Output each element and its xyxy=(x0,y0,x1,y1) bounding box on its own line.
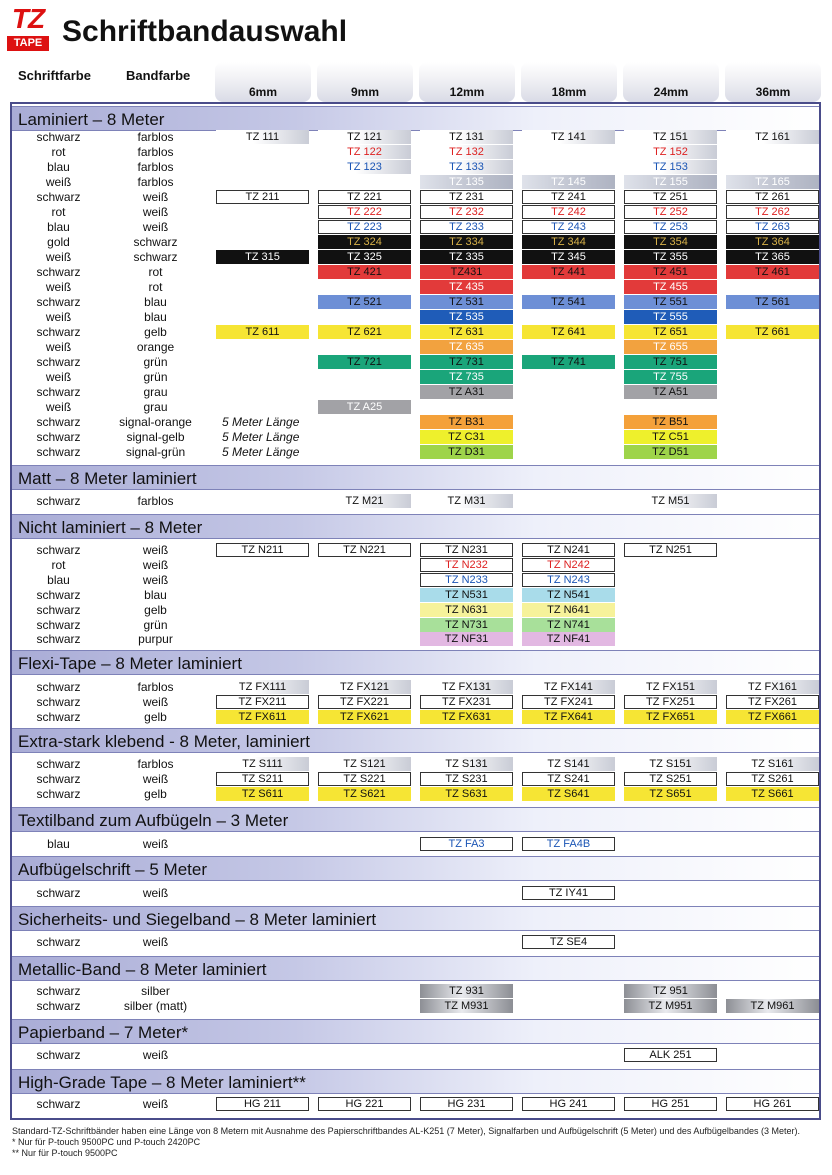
tape-swatch-24mm: TZ 455 xyxy=(624,280,717,294)
tape-swatch-24mm: TZ M51 xyxy=(624,494,717,508)
row-length-note: 5 Meter Länge xyxy=(222,430,300,444)
tape-swatch-18mm: TZ NF41 xyxy=(522,632,615,646)
tape-swatch-18mm: TZ N243 xyxy=(522,573,615,587)
row-schriftfarbe: schwarz xyxy=(36,603,81,617)
row-schriftfarbe: blau xyxy=(47,220,70,234)
tape-swatch-12mm: TZ 435 xyxy=(420,280,513,294)
tape-swatch-12mm: TZ N233 xyxy=(420,573,513,587)
section-header: Papierband – 7 Meter* xyxy=(12,1019,819,1044)
tape-swatch-12mm: TZ N731 xyxy=(420,618,513,632)
row-schriftfarbe: schwarz xyxy=(36,355,81,369)
tape-swatch-9mm: TZ 222 xyxy=(318,205,411,219)
row-schriftfarbe: rot xyxy=(51,145,66,159)
tape-swatch-6mm: TZ 211 xyxy=(216,190,309,204)
tape-swatch-12mm: TZ M31 xyxy=(420,494,513,508)
tape-swatch-9mm: TZ 223 xyxy=(318,220,411,234)
row-bandfarbe: silber xyxy=(141,984,170,998)
tape-swatch-18mm: TZ 344 xyxy=(522,235,615,249)
row-schriftfarbe: schwarz xyxy=(36,757,81,771)
row-schriftfarbe: gold xyxy=(47,235,70,249)
row-bandfarbe: blau xyxy=(144,295,167,309)
tape-swatch-12mm: TZ S131 xyxy=(420,757,513,771)
size-header-24mm: 24mm xyxy=(623,62,719,102)
tape-swatch-12mm: HG 231 xyxy=(420,1097,513,1111)
tape-swatch-24mm: TZ 252 xyxy=(624,205,717,219)
tape-swatch-9mm: TZ S121 xyxy=(318,757,411,771)
tape-swatch-12mm: TZ N631 xyxy=(420,603,513,617)
row-bandfarbe: weiß xyxy=(142,573,169,587)
tape-swatch-9mm: TZ A25 xyxy=(318,400,411,414)
row-schriftfarbe: schwarz xyxy=(36,494,81,508)
row-schriftfarbe: schwarz xyxy=(36,710,81,724)
row-schriftfarbe: schwarz xyxy=(36,632,81,646)
tape-swatch-12mm: TZ S631 xyxy=(420,787,513,801)
section-header: Textilband zum Aufbügeln – 3 Meter xyxy=(12,807,819,832)
tape-swatch-9mm: TZ 324 xyxy=(318,235,411,249)
size-header-6mm: 6mm xyxy=(215,62,311,102)
tape-swatch-18mm: TZ IY41 xyxy=(522,886,615,900)
tape-swatch-24mm: TZ A51 xyxy=(624,385,717,399)
tape-swatch-6mm: TZ S611 xyxy=(216,787,309,801)
tape-swatch-18mm: TZ 641 xyxy=(522,325,615,339)
tape-swatch-24mm: TZ FX651 xyxy=(624,710,717,724)
tape-swatch-36mm: TZ FX161 xyxy=(726,680,819,694)
size-header-12mm: 12mm xyxy=(419,62,515,102)
logo-tape: TAPE xyxy=(7,36,49,51)
section-header: Extra-stark klebend - 8 Meter, laminiert xyxy=(12,728,819,753)
row-schriftfarbe: rot xyxy=(51,205,66,219)
footer-note-single-star: * Nur für P-touch 9500PC und P-touch 2420PC xyxy=(12,1137,201,1147)
size-header-18mm: 18mm xyxy=(521,62,617,102)
row-schriftfarbe: blau xyxy=(47,573,70,587)
row-bandfarbe: rot xyxy=(148,265,163,279)
section-header: Aufbügelschrift – 5 Meter xyxy=(12,856,819,881)
section-header: Sicherheits- und Siegelband – 8 Meter laminiert xyxy=(12,906,819,931)
section-header: Laminiert – 8 Meter xyxy=(12,106,819,131)
row-schriftfarbe: schwarz xyxy=(36,1097,81,1111)
tape-swatch-36mm: TZ S261 xyxy=(726,772,819,786)
tape-swatch-9mm: TZ 123 xyxy=(318,160,411,174)
row-bandfarbe: grau xyxy=(143,400,168,414)
row-bandfarbe: farblos xyxy=(137,494,174,508)
row-bandfarbe: schwarz xyxy=(133,250,178,264)
tape-swatch-18mm: TZ S241 xyxy=(522,772,615,786)
tape-swatch-9mm: TZ 121 xyxy=(318,130,411,144)
tape-swatch-12mm: TZ 232 xyxy=(420,205,513,219)
row-bandfarbe: farblos xyxy=(137,130,174,144)
row-schriftfarbe: weiß xyxy=(45,250,72,264)
tape-swatch-36mm: TZ 661 xyxy=(726,325,819,339)
tape-swatch-6mm: TZ 315 xyxy=(216,250,309,264)
row-bandfarbe: farblos xyxy=(137,160,174,174)
section-header: Metallic-Band – 8 Meter laminiert xyxy=(12,956,819,981)
tape-swatch-36mm: TZ 161 xyxy=(726,130,819,144)
tape-swatch-12mm: TZ D31 xyxy=(420,445,513,459)
row-bandfarbe: schwarz xyxy=(133,235,178,249)
tape-swatch-9mm: TZ N221 xyxy=(318,543,411,557)
tape-swatch-12mm: TZ 731 xyxy=(420,355,513,369)
tape-swatch-24mm: TZ 555 xyxy=(624,310,717,324)
tape-swatch-12mm: TZ 931 xyxy=(420,984,513,998)
tape-swatch-36mm: TZ S661 xyxy=(726,787,819,801)
row-bandfarbe: weiß xyxy=(142,543,169,557)
tape-swatch-24mm: TZ 751 xyxy=(624,355,717,369)
tape-swatch-12mm: TZ 334 xyxy=(420,235,513,249)
row-schriftfarbe: schwarz xyxy=(36,680,81,694)
row-schriftfarbe: schwarz xyxy=(36,984,81,998)
size-header-36mm: 36mm xyxy=(725,62,821,102)
tape-swatch-18mm: TZ 441 xyxy=(522,265,615,279)
tape-swatch-18mm: TZ S141 xyxy=(522,757,615,771)
row-bandfarbe: weiß xyxy=(142,695,169,709)
tape-swatch-9mm: TZ FX121 xyxy=(318,680,411,694)
row-schriftfarbe: schwarz xyxy=(36,772,81,786)
row-schriftfarbe: schwarz xyxy=(36,325,81,339)
tape-swatch-24mm: TZ 153 xyxy=(624,160,717,174)
tape-swatch-36mm: TZ 364 xyxy=(726,235,819,249)
tape-swatch-12mm: TZ FA3 xyxy=(420,837,513,851)
row-bandfarbe: weiß xyxy=(142,1097,169,1111)
row-bandfarbe: blau xyxy=(144,310,167,324)
footer-note-double-star: ** Nur für P-touch 9500PC xyxy=(12,1148,118,1158)
row-bandfarbe: weiß xyxy=(142,558,169,572)
tape-swatch-18mm: TZ 241 xyxy=(522,190,615,204)
row-bandfarbe: grün xyxy=(143,355,168,369)
tape-swatch-18mm: TZ 741 xyxy=(522,355,615,369)
row-bandfarbe: farblos xyxy=(137,757,174,771)
tape-swatch-18mm: TZ 541 xyxy=(522,295,615,309)
row-bandfarbe: gelb xyxy=(144,787,167,801)
header xyxy=(0,0,832,118)
tape-swatch-24mm: TZ 655 xyxy=(624,340,717,354)
row-bandfarbe: silber (matt) xyxy=(123,999,188,1013)
tape-swatch-12mm: TZ 631 xyxy=(420,325,513,339)
tape-swatch-24mm: HG 251 xyxy=(624,1097,717,1111)
tape-swatch-24mm: TZ FX151 xyxy=(624,680,717,694)
tape-swatch-12mm: TZ 531 xyxy=(420,295,513,309)
row-bandfarbe: weiß xyxy=(142,886,169,900)
tape-swatch-12mm: TZ C31 xyxy=(420,430,513,444)
tz-tape-logo xyxy=(5,4,50,54)
tape-swatch-12mm: TZ N531 xyxy=(420,588,513,602)
tape-swatch-24mm: TZ 251 xyxy=(624,190,717,204)
row-schriftfarbe: schwarz xyxy=(36,295,81,309)
tape-swatch-12mm: TZ S231 xyxy=(420,772,513,786)
tape-swatch-18mm: TZ FX141 xyxy=(522,680,615,694)
tape-swatch-9mm: TZ M21 xyxy=(318,494,411,508)
tape-swatch-36mm: TZ M961 xyxy=(726,999,819,1013)
tape-swatch-36mm: TZ S161 xyxy=(726,757,819,771)
section-header: High-Grade Tape – 8 Meter laminiert** xyxy=(12,1069,819,1094)
row-bandfarbe: weiß xyxy=(142,772,169,786)
row-bandfarbe: signal-gelb xyxy=(126,430,185,444)
tape-swatch-9mm: TZ 621 xyxy=(318,325,411,339)
tape-swatch-12mm: TZ FX131 xyxy=(420,680,513,694)
row-schriftfarbe: weiß xyxy=(45,340,72,354)
tape-swatch-12mm: TZ FX231 xyxy=(420,695,513,709)
tape-swatch-24mm: TZ S151 xyxy=(624,757,717,771)
tape-swatch-18mm: TZ 243 xyxy=(522,220,615,234)
tape-swatch-12mm: TZ 535 xyxy=(420,310,513,324)
row-bandfarbe: grün xyxy=(143,618,168,632)
row-bandfarbe: blau xyxy=(144,588,167,602)
row-schriftfarbe: weiß xyxy=(45,175,72,189)
tape-swatch-12mm: TZ 231 xyxy=(420,190,513,204)
tape-swatch-36mm: HG 261 xyxy=(726,1097,819,1111)
tape-swatch-18mm: TZ 345 xyxy=(522,250,615,264)
tape-swatch-24mm: TZ 755 xyxy=(624,370,717,384)
row-schriftfarbe: schwarz xyxy=(36,588,81,602)
section-header: Flexi-Tape – 8 Meter laminiert xyxy=(12,650,819,675)
tape-swatch-24mm: TZ FX251 xyxy=(624,695,717,709)
row-bandfarbe: signal-grün xyxy=(125,445,186,459)
tape-swatch-6mm: TZ 111 xyxy=(216,130,309,144)
row-schriftfarbe: schwarz xyxy=(36,886,81,900)
tape-swatch-6mm: TZ S111 xyxy=(216,757,309,771)
tape-swatch-18mm: TZ N741 xyxy=(522,618,615,632)
row-bandfarbe: rot xyxy=(148,280,163,294)
row-schriftfarbe: blau xyxy=(47,837,70,851)
row-schriftfarbe: schwarz xyxy=(36,265,81,279)
row-schriftfarbe: blau xyxy=(47,160,70,174)
tape-swatch-36mm: TZ 365 xyxy=(726,250,819,264)
tape-swatch-24mm: TZ C51 xyxy=(624,430,717,444)
row-bandfarbe: purpur xyxy=(138,632,173,646)
tape-swatch-9mm: TZ 221 xyxy=(318,190,411,204)
tape-swatch-24mm: TZ S251 xyxy=(624,772,717,786)
row-bandfarbe: farblos xyxy=(137,175,174,189)
tape-swatch-18mm: HG 241 xyxy=(522,1097,615,1111)
tape-swatch-9mm: TZ 421 xyxy=(318,265,411,279)
row-schriftfarbe: schwarz xyxy=(36,385,81,399)
tape-swatch-9mm: TZ FX221 xyxy=(318,695,411,709)
row-bandfarbe: weiß xyxy=(142,837,169,851)
tape-swatch-24mm: TZ S651 xyxy=(624,787,717,801)
tape-swatch-24mm: TZ D51 xyxy=(624,445,717,459)
tape-swatch-24mm: TZ 355 xyxy=(624,250,717,264)
row-bandfarbe: farblos xyxy=(137,680,174,694)
row-schriftfarbe: schwarz xyxy=(36,130,81,144)
tape-swatch-24mm: TZ B51 xyxy=(624,415,717,429)
size-header-9mm: 9mm xyxy=(317,62,413,102)
tape-swatch-36mm: TZ 263 xyxy=(726,220,819,234)
tape-swatch-12mm: TZ 635 xyxy=(420,340,513,354)
tape-swatch-24mm: TZ 155 xyxy=(624,175,717,189)
tape-swatch-12mm: TZ 335 xyxy=(420,250,513,264)
logo-tz: TZ xyxy=(11,3,45,34)
row-schriftfarbe: weiß xyxy=(45,400,72,414)
tape-swatch-12mm: TZ A31 xyxy=(420,385,513,399)
tape-swatch-9mm: TZ 325 xyxy=(318,250,411,264)
tape-swatch-6mm: TZ 611 xyxy=(216,325,309,339)
row-schriftfarbe: schwarz xyxy=(36,190,81,204)
row-schriftfarbe: schwarz xyxy=(36,618,81,632)
row-schriftfarbe: schwarz xyxy=(36,543,81,557)
row-bandfarbe: gelb xyxy=(144,710,167,724)
tape-swatch-6mm: HG 211 xyxy=(216,1097,309,1111)
tape-swatch-12mm: TZ N232 xyxy=(420,558,513,572)
tape-swatch-12mm: TZ 131 xyxy=(420,130,513,144)
footer-note-standard: Standard-TZ-Schriftbänder haben eine Länge von 8 Metern mit Ausnahme des Papierschriftbandes AL-K251 (7 Meter), Signalfarben und Aufbügelschrift (5 Meter) und des Aufbügelbandes (3 Meter). xyxy=(12,1126,800,1136)
row-schriftfarbe: schwarz xyxy=(36,935,81,949)
tape-swatch-12mm: TZ 132 xyxy=(420,145,513,159)
tape-swatch-18mm: TZ N241 xyxy=(522,543,615,557)
row-schriftfarbe: schwarz xyxy=(36,415,81,429)
tape-swatch-24mm: ALK 251 xyxy=(624,1048,717,1062)
tape-swatch-18mm: TZ S641 xyxy=(522,787,615,801)
tape-swatch-12mm: TZ431 xyxy=(420,265,513,279)
tape-swatch-9mm: TZ 122 xyxy=(318,145,411,159)
page-title: Schriftbandauswahl xyxy=(62,15,348,48)
row-schriftfarbe: weiß xyxy=(45,310,72,324)
tape-swatch-12mm: TZ 735 xyxy=(420,370,513,384)
tape-swatch-24mm: TZ 551 xyxy=(624,295,717,309)
tape-swatch-36mm: TZ 561 xyxy=(726,295,819,309)
row-bandfarbe: gelb xyxy=(144,603,167,617)
tape-swatch-24mm: TZ 151 xyxy=(624,130,717,144)
tape-swatch-6mm: TZ S211 xyxy=(216,772,309,786)
tape-swatch-12mm: TZ 133 xyxy=(420,160,513,174)
row-bandfarbe: weiß xyxy=(142,935,169,949)
row-bandfarbe: weiß xyxy=(142,1048,169,1062)
row-schriftfarbe: schwarz xyxy=(36,445,81,459)
tape-swatch-24mm: TZ 354 xyxy=(624,235,717,249)
row-schriftfarbe: rot xyxy=(51,558,66,572)
tape-swatch-18mm: TZ N242 xyxy=(522,558,615,572)
tape-swatch-18mm: TZ 242 xyxy=(522,205,615,219)
tape-swatch-9mm: HG 221 xyxy=(318,1097,411,1111)
tape-swatch-36mm: TZ FX661 xyxy=(726,710,819,724)
tape-swatch-24mm: TZ 152 xyxy=(624,145,717,159)
tape-swatch-18mm: TZ N641 xyxy=(522,603,615,617)
tape-swatch-18mm: TZ FX641 xyxy=(522,710,615,724)
tape-swatch-24mm: TZ M951 xyxy=(624,999,717,1013)
row-schriftfarbe: weiß xyxy=(45,370,72,384)
tape-swatch-36mm: TZ 165 xyxy=(726,175,819,189)
row-bandfarbe: signal-orange xyxy=(119,415,192,429)
tape-swatch-18mm: TZ SE4 xyxy=(522,935,615,949)
tape-swatch-18mm: TZ FA4B xyxy=(522,837,615,851)
tape-swatch-18mm: TZ 141 xyxy=(522,130,615,144)
row-bandfarbe: gelb xyxy=(144,325,167,339)
tape-swatch-24mm: TZ 253 xyxy=(624,220,717,234)
tape-swatch-12mm: TZ NF31 xyxy=(420,632,513,646)
row-schriftfarbe: weiß xyxy=(45,280,72,294)
tape-swatch-9mm: TZ S221 xyxy=(318,772,411,786)
row-length-note: 5 Meter Länge xyxy=(222,445,300,459)
row-bandfarbe: weiß xyxy=(142,190,169,204)
column-header-bandfarbe: Bandfarbe xyxy=(126,68,191,83)
row-bandfarbe: grau xyxy=(143,385,168,399)
tape-swatch-12mm: TZ FX631 xyxy=(420,710,513,724)
tape-swatch-9mm: TZ FX621 xyxy=(318,710,411,724)
tape-swatch-24mm: TZ 951 xyxy=(624,984,717,998)
tape-swatch-18mm: TZ FX241 xyxy=(522,695,615,709)
tape-swatch-6mm: TZ FX111 xyxy=(216,680,309,694)
section-header: Matt – 8 Meter laminiert xyxy=(12,465,819,490)
tape-swatch-18mm: TZ N541 xyxy=(522,588,615,602)
section-header: Nicht laminiert – 8 Meter xyxy=(12,514,819,539)
row-bandfarbe: farblos xyxy=(137,145,174,159)
tape-swatch-36mm: TZ 461 xyxy=(726,265,819,279)
tape-swatch-12mm: TZ 135 xyxy=(420,175,513,189)
footer-notes xyxy=(12,1126,812,1159)
row-length-note: 5 Meter Länge xyxy=(222,415,300,429)
row-schriftfarbe: schwarz xyxy=(36,787,81,801)
row-bandfarbe: grün xyxy=(143,370,168,384)
tape-swatch-9mm: TZ S621 xyxy=(318,787,411,801)
tape-swatch-36mm: TZ 262 xyxy=(726,205,819,219)
tape-swatch-9mm: TZ 521 xyxy=(318,295,411,309)
tape-swatch-6mm: TZ FX611 xyxy=(216,710,309,724)
tape-swatch-12mm: TZ 233 xyxy=(420,220,513,234)
row-schriftfarbe: schwarz xyxy=(36,695,81,709)
tape-swatch-24mm: TZ 451 xyxy=(624,265,717,279)
row-schriftfarbe: schwarz xyxy=(36,430,81,444)
tape-swatch-6mm: TZ FX211 xyxy=(216,695,309,709)
tape-swatch-9mm: TZ 721 xyxy=(318,355,411,369)
column-header-schriftfarbe: Schriftfarbe xyxy=(18,68,91,83)
tape-swatch-24mm: TZ N251 xyxy=(624,543,717,557)
row-bandfarbe: weiß xyxy=(142,220,169,234)
tape-swatch-36mm: TZ FX261 xyxy=(726,695,819,709)
tape-swatch-12mm: TZ N231 xyxy=(420,543,513,557)
tape-swatch-18mm: TZ 145 xyxy=(522,175,615,189)
tape-swatch-12mm: TZ B31 xyxy=(420,415,513,429)
row-bandfarbe: orange xyxy=(136,340,175,354)
row-bandfarbe: weiß xyxy=(142,205,169,219)
tape-swatch-36mm: TZ 261 xyxy=(726,190,819,204)
tape-swatch-12mm: TZ M931 xyxy=(420,999,513,1013)
tape-swatch-6mm: TZ N211 xyxy=(216,543,309,557)
tape-swatch-24mm: TZ 651 xyxy=(624,325,717,339)
row-schriftfarbe: schwarz xyxy=(36,999,81,1013)
row-schriftfarbe: schwarz xyxy=(36,1048,81,1062)
